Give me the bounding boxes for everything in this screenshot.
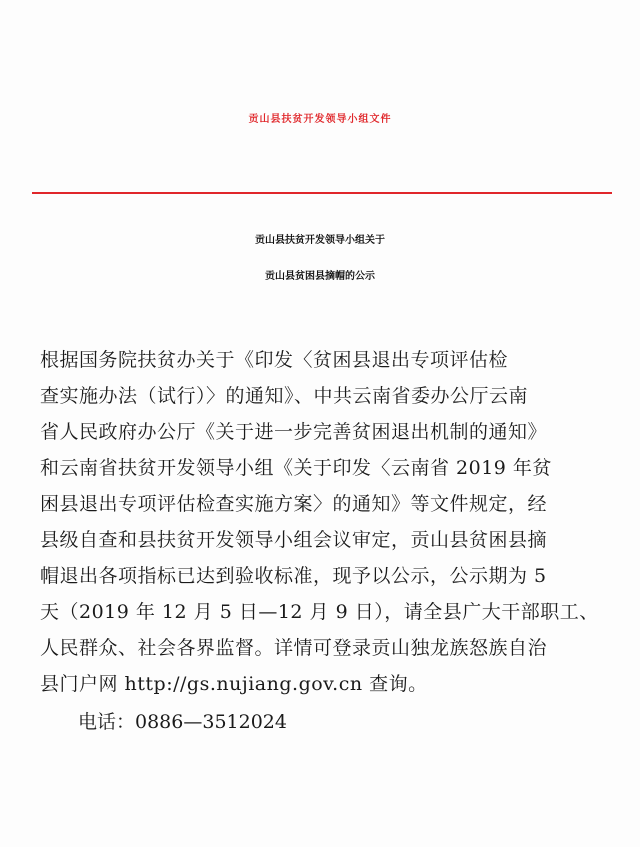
body-line-8: 天（2019 年 12 月 5 日—12 月 9 日），请全县广大干部职工、 xyxy=(40,601,599,623)
notice-title-line-2: 贡山县贫困县摘帽的公示 xyxy=(265,271,375,282)
body-line-10: 县门户网 http://gs.nujiang.gov.cn 查询。 xyxy=(40,673,428,695)
notice-title-line-1: 贡山县扶贫开发领导小组关于 xyxy=(255,235,385,246)
body-line-5: 困县退出专项评估检查实施方案〉的通知》等文件规定，经 xyxy=(40,493,548,515)
body-line-1: 根据国务院扶贫办关于《印发〈贫困县退出专项评估检 xyxy=(40,349,509,371)
body-line-6: 县级自查和县扶贫开发领导小组会议审定，贡山县贫困县摘 xyxy=(40,529,548,551)
body-line-3: 省人民政府办公厅《关于进一步完善贫困退出机制的通知》 xyxy=(40,421,548,443)
body-line-7: 帽退出各项指标已达到验收标准，现予以公示，公示期为 5 xyxy=(40,565,547,587)
issuer-header: 贡山县扶贫开发领导小组文件 xyxy=(248,114,392,125)
contact-phone: 电话：0886—3512024 xyxy=(78,711,287,733)
body-line-2: 查实施办法（试行）〉的通知》、中共云南省委办公厅云南 xyxy=(40,385,529,407)
red-divider-rule xyxy=(32,192,612,194)
body-line-4: 和云南省扶贫开发领导小组《关于印发〈云南省 2019 年贫 xyxy=(40,457,552,479)
body-line-9: 人民群众、社会各界监督。详情可登录贡山独龙族怒族自治 xyxy=(40,637,548,659)
